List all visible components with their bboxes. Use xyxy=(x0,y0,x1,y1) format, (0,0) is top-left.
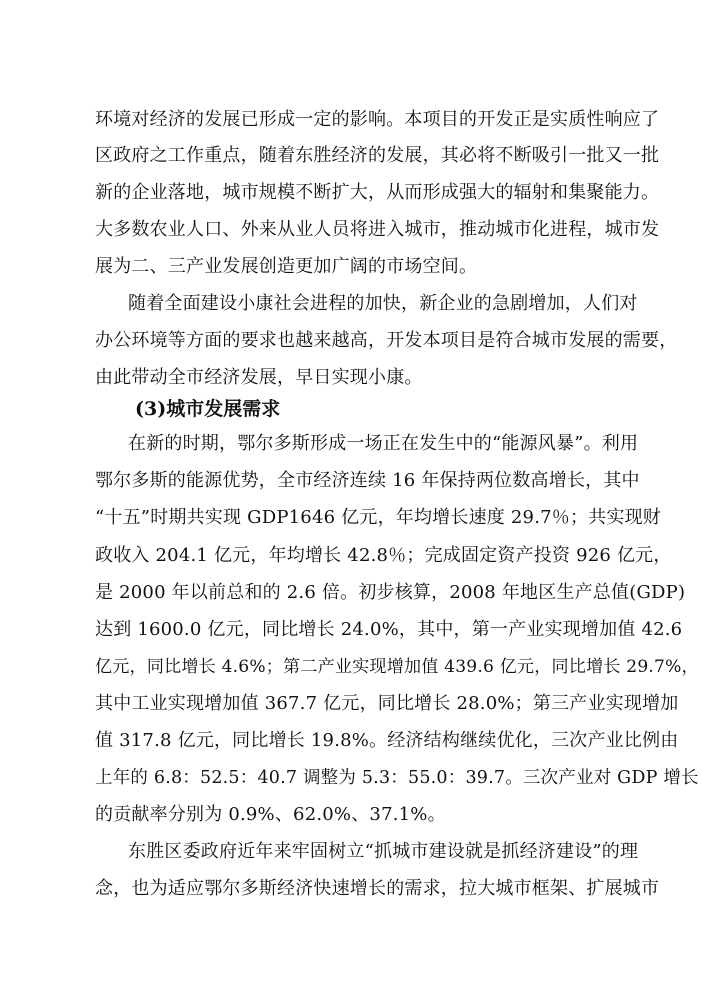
text-line: 东胜区委政府近年来牢固树立“抓城市建设就是抓经济建设”的理 xyxy=(128,841,639,862)
text-line: 政收入 204.1 亿元，年均增长 42.8％；完成固定资产投资 926 亿元， xyxy=(95,545,672,566)
text-line: 达到 1600.0 亿元，同比增长 24.0%，其中，第一产业实现增加值 42.6 xyxy=(95,619,683,640)
text-line: 展为二、三产业发展创造更加广阔的市场空间。 xyxy=(95,256,478,277)
text-line: 其中工业实现增加值 367.7 亿元，同比增长 28.0%；第三产业实现增加 xyxy=(95,693,679,714)
text-line: 随着全面建设小康社会进程的加快，新企业的急剧增加，人们对 xyxy=(128,293,638,314)
text-line: 大多数农业人口、外来从业人员将进入城市，推动城市化进程，城市发 xyxy=(95,219,660,240)
text-line: 鄂尔多斯的能源优势，全市经济连续 16 年保持两位数高增长，其中 xyxy=(95,470,640,491)
section-heading: (3)城市发展需求 xyxy=(135,398,281,420)
text-line: 区政府之工作重点，随着东胜经济的发展，其必将不断吸引一批又一批 xyxy=(95,145,660,166)
text-line: 的贡献率分别为 0.9%、62.0%、37.1%。 xyxy=(95,804,446,825)
text-line: 念，也为适应鄂尔多斯经济快速增长的需求，拉大城市框架、扩展城市 xyxy=(95,878,660,899)
text-line: 办公环境等方面的要求也越来越高，开发本项目是符合城市发展的需要， xyxy=(95,330,678,351)
text-line: 是 2000 年以前总和的 2.6 倍。初步核算，2008 年地区生产总值(GDP) xyxy=(95,582,686,603)
text-line: 亿元，同比增长 4.6%；第二产业实现增加值 439.6 亿元，同比增长 29.7%， xyxy=(95,657,699,677)
text-line: 上年的 6.8：52.5：40.7 调整为 5.3：55.0：39.7。三次产业对 GDP 增长 xyxy=(95,768,699,788)
text-line: 值 317.8 亿元，同比增长 19.8%。经济结构继续优化，三次产业比例由 xyxy=(95,730,679,751)
text-line: 环境对经济的发展已形成一定的影响。本项目的开发正是实质性响应了 xyxy=(95,109,660,130)
text-line: 新的企业落地，城市规模不断扩大，从而形成强大的辐射和集聚能力。 xyxy=(95,182,660,203)
text-line: 由此带动全市经济发展，早日实现小康。 xyxy=(95,367,423,388)
text-line: 在新的时期，鄂尔多斯形成一场正在发生中的“能源风暴”。利用 xyxy=(128,433,639,454)
text-line: “十五”时期共实现 GDP1646 亿元，年均增长速度 29.7％；共实现财 xyxy=(95,507,661,528)
